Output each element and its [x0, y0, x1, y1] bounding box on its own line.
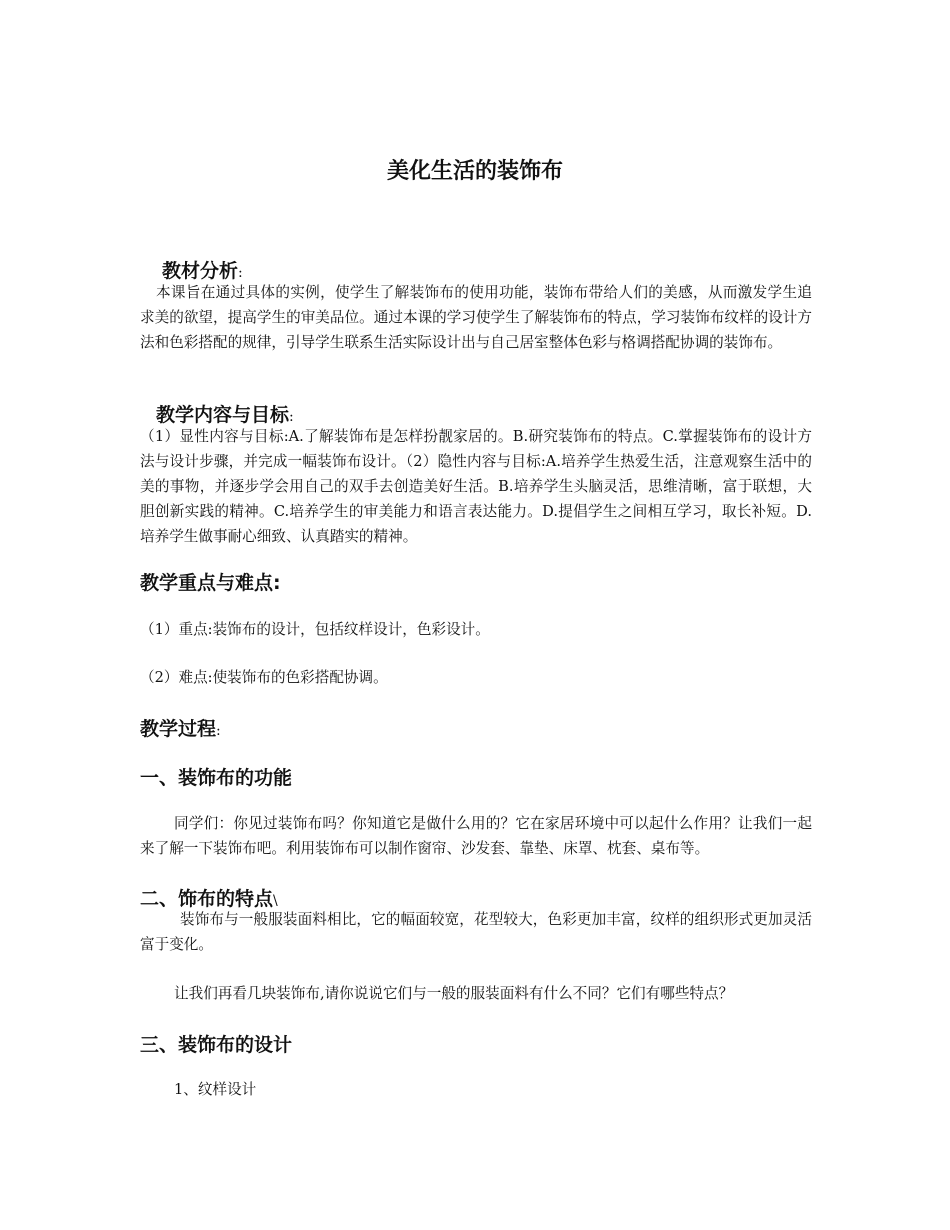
heading-colon: :: [238, 265, 243, 281]
part3-item1: 1、纹样设计: [174, 1081, 257, 1098]
heading-colon: :: [216, 723, 221, 739]
heading-colon: :: [289, 409, 294, 425]
part2-question: 让我们再看几块装饰布,请你说说它们与一般的服装面料有什么不同？它们有哪些特点？: [174, 985, 734, 1002]
key-point-1: （1）重点:装饰布的设计，包括纹样设计，色彩设计。: [140, 621, 490, 638]
key-point-2: （2）难点:使装饰布的色彩搭配协调。: [140, 669, 388, 686]
heading-key-points: 教学重点与难点:: [140, 572, 281, 594]
part2-body: 装饰布与一般服装面料相比，它的幅面较宽，花型较大，色彩更加丰富，纹样的组织形式更加灵活富于变化。: [140, 911, 812, 953]
heading-content-goals-text: 教学内容与目标: [156, 404, 290, 426]
heading-part1: 一、装饰布的功能: [140, 767, 293, 789]
heading-part3: 三、装饰布的设计: [140, 1034, 293, 1056]
part1-body: 同学们：你见过装饰布吗？你知道它是做什么用的？它在家居环境中可以起什么作用？让我们一起来了解一下装饰布吧。利用装饰布可以制作窗帘、沙发套、靠垫、床罩、枕套、桌布等。: [140, 815, 812, 857]
content-goals-body: （1）显性内容与目标:A.了解装饰布是怎样扮靓家居的。B.研究装饰布的特点。C.掌握装饰布的设计方法与设计步骤，并完成一幅装饰布设计。（2）隐性内容与目标:A.培养学生热爱生活，注意观察生活中的美的事物，并逐步学会用自己的双手去创造美好生活。B.培养学生头脑灵活，思维清晰，富于联想，大胆创新实践的精神。C.培养学生的审美能力和语言表达能力。D.提倡学生之间相互学习，取长补短。D.培养学生做事耐心细致、认真踏实的精神。: [140, 428, 812, 545]
heading-content-goals: [156, 400, 294, 427]
material-analysis-body: 本课旨在通过具体的实例，使学生了解装饰布的使用功能，装饰布带给人们的美感，从而激发学生追求美的欲望，提高学生的审美品位。通过本课的学习使学生了解装饰布的特点，学习装饰布纹样的设计方法和色彩搭配的规律，引导学生联系生活实际设计出与自己居室整体色彩与格调搭配协调的装饰布。: [140, 284, 812, 351]
heading-part2-text: 二、饰布的特点: [140, 888, 274, 910]
heading-suffix: \: [273, 893, 278, 909]
heading-process: [140, 714, 221, 741]
heading-material-analysis-text: 教材分析: [162, 260, 239, 282]
document-title: 美化生活的装饰布: [386, 159, 563, 184]
heading-material-analysis: [162, 256, 243, 283]
heading-process-text: 教学过程: [140, 718, 217, 740]
